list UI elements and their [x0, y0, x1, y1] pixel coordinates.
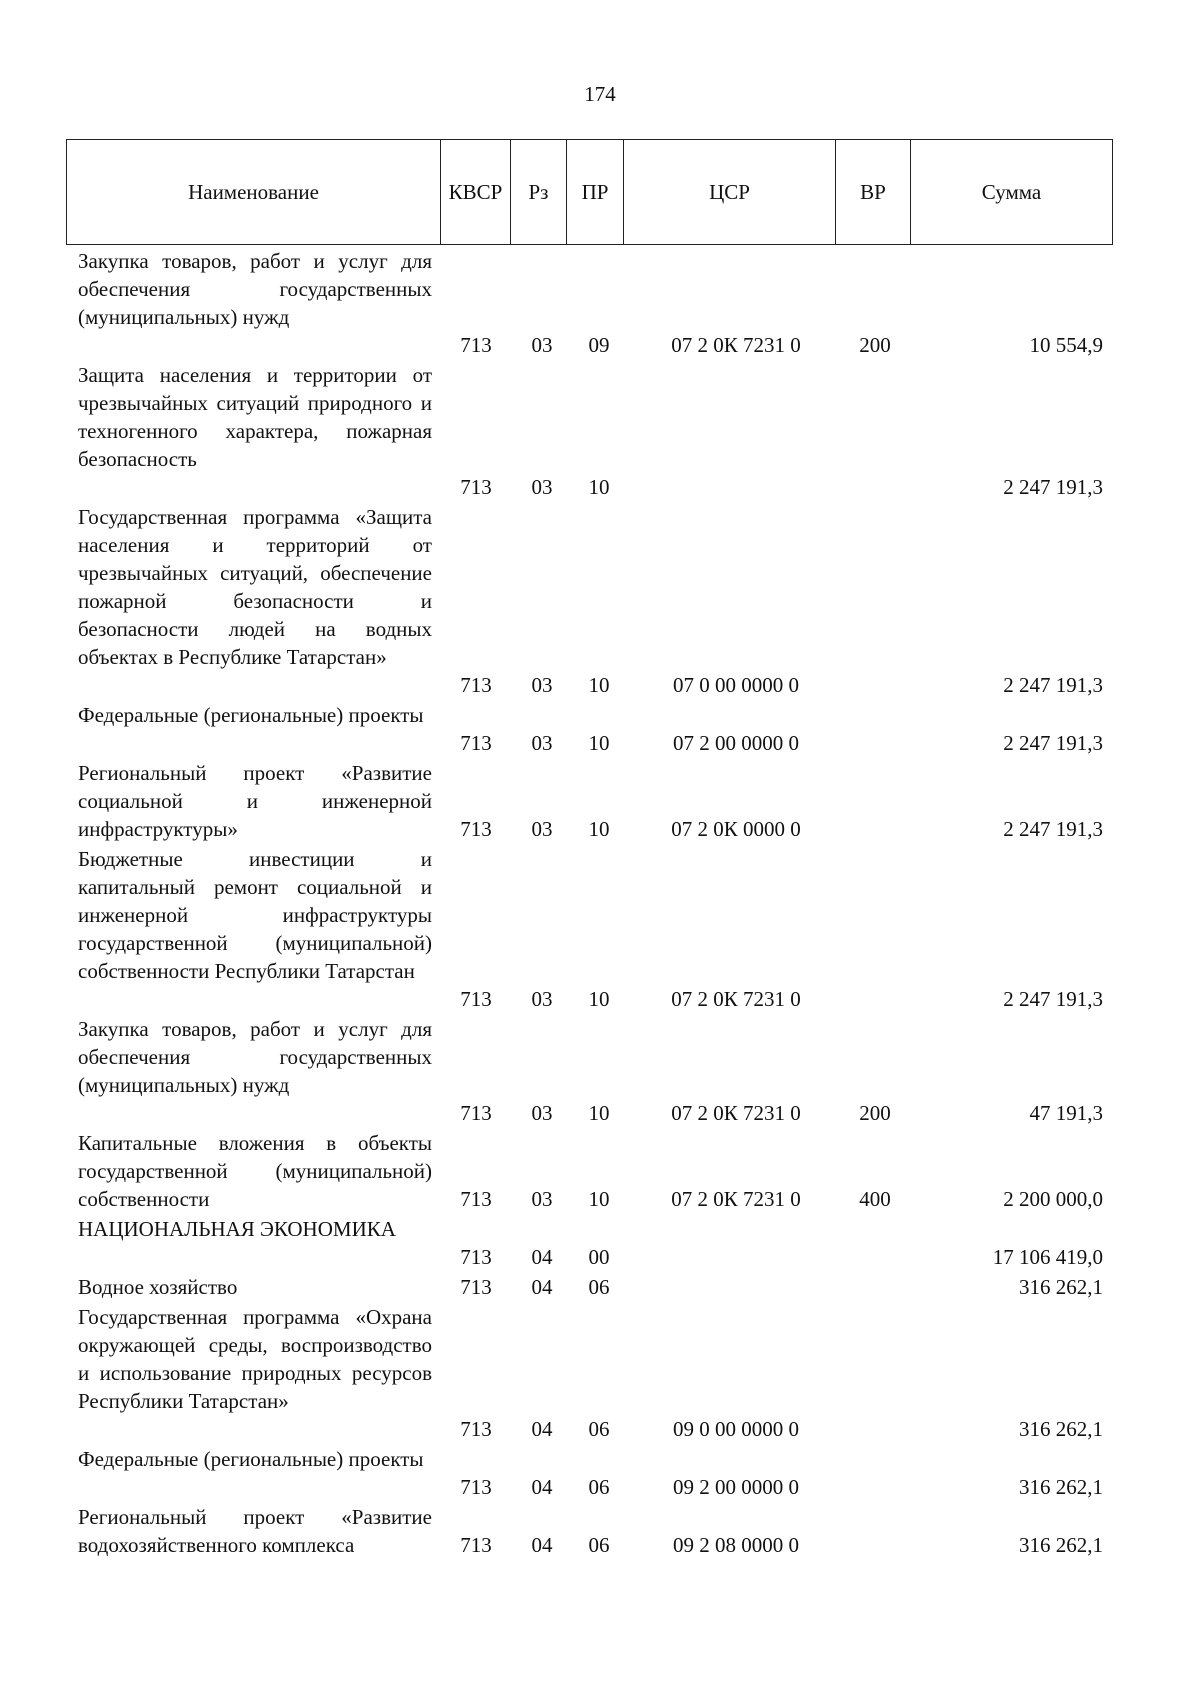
row-csr: 07 2 0К 7231 0: [671, 333, 801, 357]
table-row: [0, 1215, 1200, 1271]
header-name: Наименование: [67, 140, 441, 244]
row-kvsr: 713: [460, 1187, 492, 1211]
row-pr: 06: [588, 1275, 610, 1299]
row-pr: 10: [588, 817, 610, 841]
row-rz: 04: [531, 1417, 553, 1441]
row-kvsr: 713: [460, 475, 492, 499]
row-pr: 10: [588, 673, 610, 697]
row-csr: 09 2 08 0000 0: [673, 1533, 799, 1557]
row-name: Капитальные вложения в объекты государственной (муниципальной) собственности: [78, 1131, 432, 1211]
table-body: [0, 247, 1200, 1561]
table-row: [0, 361, 1200, 501]
row-name: Региональный проект «Развитие социальной и инженерной инфраструктуры»: [78, 761, 432, 841]
row-pr: 06: [588, 1475, 610, 1499]
row-sum: 2 247 191,3: [1003, 731, 1103, 755]
row-pr: 10: [588, 1187, 610, 1211]
row-pr: 00: [588, 1245, 610, 1269]
row-kvsr: 713: [460, 1245, 492, 1269]
row-sum: 2 247 191,3: [1003, 475, 1103, 499]
row-kvsr: 713: [460, 987, 492, 1011]
row-name: Водное хозяйство: [78, 1275, 238, 1299]
row-pr: 10: [588, 475, 610, 499]
row-sum: 316 262,1: [1019, 1475, 1103, 1499]
row-rz: 03: [531, 333, 553, 357]
row-rz: 03: [531, 731, 553, 755]
row-pr: 10: [588, 1101, 610, 1125]
row-kvsr: 713: [460, 1275, 492, 1299]
row-sum: 17 106 419,0: [992, 1245, 1103, 1269]
row-csr: 07 0 00 0000 0: [673, 673, 799, 697]
row-csr: 09 0 00 0000 0: [673, 1417, 799, 1441]
row-csr: 07 2 00 0000 0: [673, 731, 799, 755]
row-pr: 10: [588, 731, 610, 755]
table-header: [66, 139, 1113, 245]
row-kvsr: 713: [460, 1533, 492, 1557]
row-rz: 03: [531, 475, 553, 499]
header-pr: ПР: [567, 140, 624, 244]
row-sum: 2 247 191,3: [1003, 987, 1103, 1011]
row-sum: 2 247 191,3: [1003, 673, 1103, 697]
row-sum: 316 262,1: [1019, 1533, 1103, 1557]
row-kvsr: 713: [460, 673, 492, 697]
row-name: Закупка товаров, работ и услуг для обеспечения государственных (муниципальных) нужд: [78, 1017, 432, 1097]
row-kvsr: 713: [460, 817, 492, 841]
header-kvsr: КВСР: [441, 140, 511, 244]
row-kvsr: 713: [460, 731, 492, 755]
table-row: [0, 1503, 1200, 1559]
row-rz: 03: [531, 1187, 553, 1211]
row-csr: 07 2 0К 7231 0: [671, 1187, 801, 1211]
table-row: [0, 1273, 1200, 1301]
header-vr: ВР: [836, 140, 911, 244]
row-name: Региональный проект «Развитие водохозяйственного комплекса: [78, 1505, 432, 1557]
row-sum: 316 262,1: [1019, 1417, 1103, 1441]
table-row: [0, 845, 1200, 1013]
row-pr: 09: [588, 333, 610, 357]
row-kvsr: 713: [460, 1101, 492, 1125]
row-rz: 03: [531, 987, 553, 1011]
table-row: [0, 1129, 1200, 1213]
page-number: 174: [584, 82, 616, 106]
row-pr: 10: [588, 987, 610, 1011]
row-name: Государственная программа «Защита населения и территорий от чрезвычайных ситуаций, обеспечение пожарной безопасности и безопасности людей на водных объектах в Республике Татарстан»: [78, 505, 432, 669]
table-row: [0, 247, 1200, 359]
row-name: Бюджетные инвестиции и капитальный ремонт социальной и инженерной инфраструктуры государственной (муниципальной) собственности Республики Татарстан: [78, 847, 432, 983]
row-vr: 400: [859, 1187, 891, 1211]
row-vr: 200: [859, 1101, 891, 1125]
row-name: Федеральные (региональные) проекты: [78, 703, 424, 727]
row-sum: 316 262,1: [1019, 1275, 1103, 1299]
header-rz: Рз: [511, 140, 567, 244]
row-sum: 47 191,3: [1029, 1101, 1103, 1125]
row-name: Федеральные (региональные) проекты: [78, 1447, 424, 1471]
row-rz: 04: [531, 1275, 553, 1299]
table-row: [0, 1445, 1200, 1501]
row-csr: 07 2 0К 0000 0: [671, 817, 801, 841]
row-sum: 2 200 000,0: [1003, 1187, 1103, 1211]
table-row: [0, 701, 1200, 757]
row-sum: 10 554,9: [1029, 333, 1103, 357]
row-kvsr: 713: [460, 1417, 492, 1441]
row-kvsr: 713: [460, 1475, 492, 1499]
header-sum: Сумма: [981, 179, 1042, 204]
row-name: Закупка товаров, работ и услуг для обеспечения государственных (муниципальных) нужд: [78, 249, 432, 329]
row-rz: 04: [531, 1245, 553, 1269]
row-rz: 04: [531, 1475, 553, 1499]
row-csr: 09 2 00 0000 0: [673, 1475, 799, 1499]
row-sum: 2 247 191,3: [1003, 817, 1103, 841]
row-vr: 200: [859, 333, 891, 357]
row-rz: 03: [531, 673, 553, 697]
row-pr: 06: [588, 1533, 610, 1557]
row-name: НАЦИОНАЛЬНАЯ ЭКОНОМИКА: [78, 1217, 396, 1241]
table-row: [0, 1303, 1200, 1443]
row-rz: 03: [531, 817, 553, 841]
row-kvsr: 713: [460, 333, 492, 357]
row-pr: 06: [588, 1417, 610, 1441]
row-rz: 03: [531, 1101, 553, 1125]
row-rz: 04: [531, 1533, 553, 1557]
row-name: Государственная программа «Охрана окружающей среды, воспроизводство и использование природных ресурсов Республики Татарстан»: [78, 1305, 432, 1413]
row-name: Защита населения и территории от чрезвычайных ситуаций природного и техногенного характера, пожарная безопасность: [78, 363, 432, 471]
row-csr: 07 2 0К 7231 0: [671, 1101, 801, 1125]
table-row: [0, 1015, 1200, 1127]
header-csr: ЦСР: [624, 140, 836, 244]
table-row: [0, 503, 1200, 699]
row-csr: 07 2 0К 7231 0: [671, 987, 801, 1011]
table-row: [0, 759, 1200, 843]
